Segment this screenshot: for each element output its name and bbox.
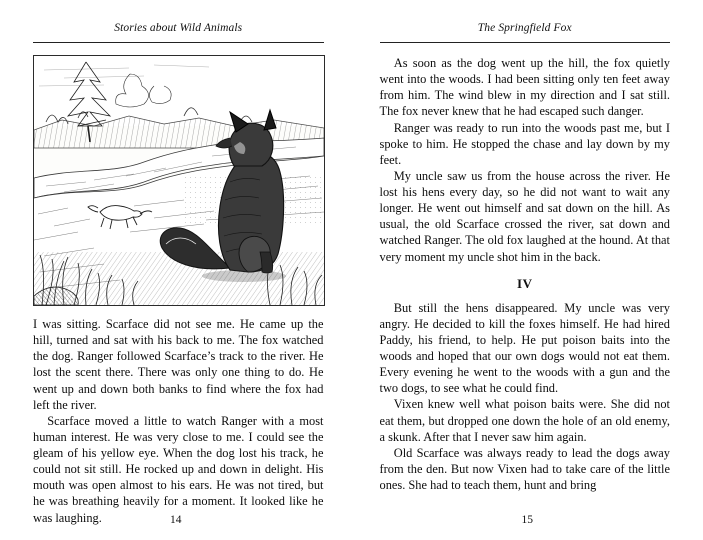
left-running-head: Stories about Wild Animals	[114, 22, 243, 34]
right-body-text-top	[380, 55, 671, 265]
right-body-text-bottom	[380, 300, 671, 494]
left-page-number: 14	[170, 514, 182, 526]
right-head-rule	[380, 42, 671, 43]
right-page	[352, 0, 703, 540]
right-page-number: 15	[521, 514, 533, 526]
fox-scene-drawing	[34, 56, 324, 305]
paragraph: But still the hens disappeared. My uncle was very angry. He decided to kill the foxes himself. He had hired Paddy, his friend, to help. He put poison baits into the woods and hoped that our own dogs would not eat them. Every evening he went to the woods with a gun and the two dogs, to see what he could find.	[379, 300, 670, 396]
left-head-rule	[33, 42, 324, 43]
paragraph: I was sitting. Scarface did not see me. He came up the hill, turned and sat with his back to me. The fox watched the dog. Ranger followed Scarface’s track to the river. He lost the scent there. There was only one thing to do. He went up and down both banks to find where the fox had left the river.	[33, 317, 324, 412]
paragraph: Ranger was ready to run into the woods past me, but I spoke to him. He stopped the chase and lay down by my feet.	[379, 120, 670, 167]
paragraph: Vixen knew well what poison baits were. She did not eat them, but dropped one down the hole of an old enemy, a skunk. After that I never saw him again.	[379, 397, 670, 444]
paragraph: Old Scarface was always ready to lead the dogs away from the den. But now Vixen had to take care of the little ones. She had to teach them, hunt and bring	[379, 445, 670, 492]
right-running-head: The Springfield Fox	[477, 22, 572, 34]
section-heading: IV	[517, 275, 533, 291]
paragraph: Scarface moved a little to watch Ranger with a most human interest. He was very close to me. I could see the gleam of his yellow eye. When the dog lost his track, he could not sit still. He rocked up and down in delight. His mouth was open almost to his ears. He was not tired, but he was breathing heavily for a moment. It looked like he was laughing.	[33, 413, 324, 525]
left-body-text	[33, 316, 324, 526]
paragraph: As soon as the dog went up the hill, the fox quietly went into the woods. I had been sitting only ten feet away from him. The wind blew in my direction and I sat still. The fox never knew that he had escaped such danger.	[379, 56, 670, 119]
paragraph: My uncle saw us from the house across the river. He lost his hens every day, so he did not want to wait any longer. He went out himself and sat down on the hill. As usual, the old Scarface crossed the river, sat down and watched Ranger. The old fox laughed at the hound. At that very moment my uncle shot him in the back.	[379, 168, 670, 264]
fox-illustration	[33, 55, 325, 306]
